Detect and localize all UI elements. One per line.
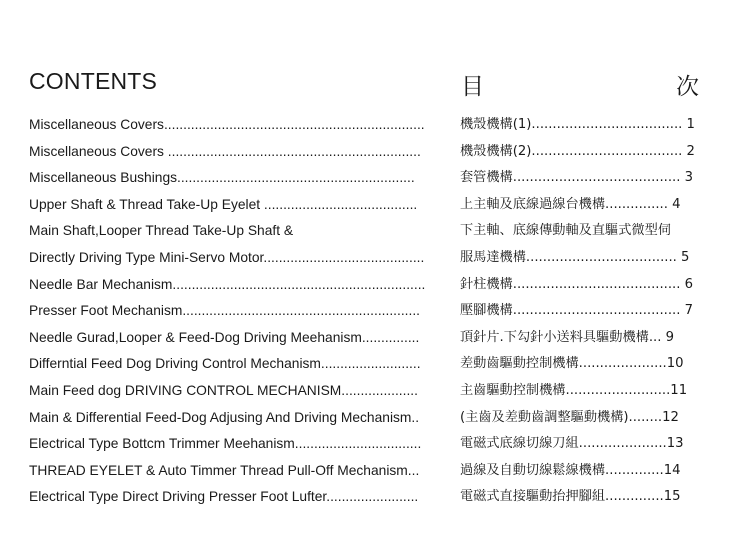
toc-entry-chinese: 電磁式直接驅動抬押腳組..............15 (460, 489, 681, 505)
toc-entry-english: Upper Shaft & Thread Take-Up Eyelet ........................................ (29, 196, 418, 212)
toc-entry-english: Miscellaneous Bushings.............................................................. (29, 170, 415, 186)
toc-entry-chinese: (主齒及差動齒調整驅動機構)........12 (460, 409, 679, 425)
toc-entry (29, 378, 707, 405)
toc-entry-english: Main Feed dog DRIVING CONTROL MECHANISM.................... (29, 382, 418, 398)
toc-entry (29, 139, 707, 166)
toc-entry-chinese: 壓腳機構........................................ 7 (460, 303, 694, 319)
toc-entry-english: Miscellaneous Covers .................................................................. (29, 143, 421, 159)
toc-entry-english: Directly Driving Type Mini-Servo Motor.......................................... (29, 249, 425, 265)
toc-entry-chinese: 機殼機構(2).................................... 2 (460, 143, 695, 159)
toc-entry (29, 405, 707, 432)
toc-entry (29, 272, 707, 299)
toc-entry-chinese: 頂針片.下勾針小送料具驅動機構... 9 (460, 329, 674, 345)
toc-entry (29, 484, 707, 511)
contents-heading (29, 68, 701, 100)
toc-entry-english: Electrical Type Bottcm Trimmer Meehanism................................. (29, 436, 422, 452)
toc-entry-english: Main & Differential Feed-Dog Adjusing And Driving Mechanism.. (29, 409, 420, 425)
toc-entry-english: Miscellaneous Covers.................................................................... (29, 117, 425, 132)
toc-entry-english: Needle Bar Mechanism.................................................................. (29, 276, 426, 292)
toc-entry (29, 431, 707, 458)
toc-entry-english: Differntial Feed Dog Driving Control Mechanism.......................... (29, 356, 421, 372)
toc-entry (29, 298, 707, 325)
heading-chinese-first: 目 (461, 74, 484, 100)
toc-entry (29, 458, 707, 485)
toc-entry (29, 192, 707, 219)
heading-chinese-second: 次 (676, 74, 699, 100)
toc-entry-chinese: 主齒驅動控制機構.........................11 (460, 382, 688, 398)
toc-entry-english: Needle Gurad,Looper & Feed-Dog Driving Meehanism............... (29, 329, 420, 345)
toc-entry (29, 245, 707, 272)
toc-entry-chinese: 上主軸及底線過線台機構............... 4 (460, 196, 681, 212)
toc-entry-chinese: 電磁式底線切線刀組.....................13 (460, 436, 684, 452)
toc-entry (29, 351, 707, 378)
toc-entry-chinese: 針柱機構........................................ 6 (460, 276, 694, 292)
heading-english: CONTENTS (29, 68, 158, 94)
toc-entry-chinese: 機殼機構(1).................................... 1 (460, 117, 695, 132)
toc-entry (29, 325, 707, 352)
toc-entry-chinese: 下主軸、底線傳動軸及直驅式微型伺 (460, 223, 671, 239)
toc-entry-chinese: 套管機構........................................ 3 (460, 170, 694, 186)
toc-entry-chinese: 差動齒驅動控制機構.....................10 (460, 356, 684, 372)
toc-entry-chinese: 服馬達機構.................................... 5 (460, 249, 690, 265)
table-of-contents (29, 112, 707, 511)
toc-entry-english: Electrical Type Direct Driving Presser Foot Lufter........................ (29, 489, 419, 505)
toc-entry-english: THREAD EYELET & Auto Timmer Thread Pull-Off Mechanism... (29, 462, 420, 478)
toc-entry-chinese: 過線及自動切線鬆線機構..............14 (460, 462, 681, 478)
toc-entry (29, 112, 707, 139)
toc-entry (29, 218, 707, 245)
toc-entry (29, 165, 707, 192)
toc-entry-english: Main Shaft,Looper Thread Take-Up Shaft & (29, 223, 294, 239)
toc-entry-english: Presser Foot Mechanism.............................................................. (29, 303, 421, 319)
